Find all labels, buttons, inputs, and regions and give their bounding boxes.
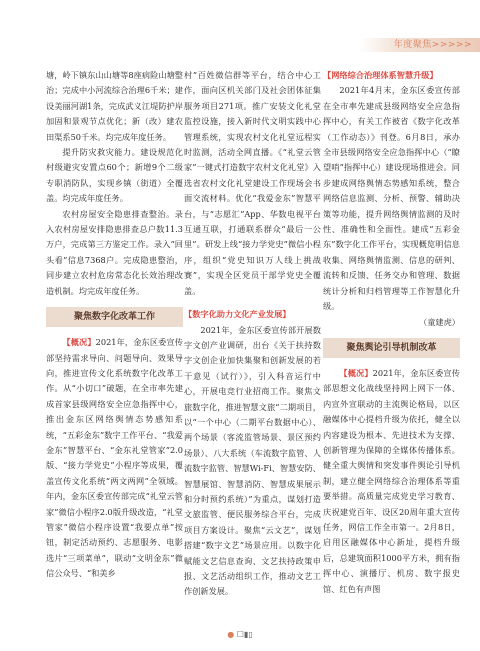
paragraph: 塘，岭下镇东山山塘等8座病险山塘整治；完成中小河流综合治理6千米；建设美丽河湖1条，完成武义江堤防护岸加固和景观节点优化；新（改）建农田渠系50千米。均完成年度任务。 xyxy=(46,70,183,142)
subheading: 【数字化助力文化产业发展】 xyxy=(184,309,291,320)
paragraph: 农村房屋安全隐患排查整治。录入农村房屋安排隐患排查总户数11.3万户，完成第三方鉴定工作。录入“回头看”信息7368户。完成隐患整治，同步建立农村危房常态化长效治理改造机制。均完成年度任务。 xyxy=(46,208,183,296)
column-3 xyxy=(323,68,460,597)
paragraph: 2021年4月末，金东区委宣传部在全市率先建成县级网络安全应急指挥中心，有关工作被省《数字化改革（工作动态）》刊登。6月8日，承办全市县级网络安全应急指挥中心（“瞭望哨”指挥中心）建设现场推进会。同步建成网络舆情态势感知系统，整合网络信息监测、分析、预警、辅助决策等功能，提升网络舆情监测的及时性、准确性和全面性。建成“五彩金东”数字化工作平台，实现概览明信息收集、网络舆情监测、信息的研判、流转和反馈、任务交办和管理、数据统计分析和归档管理等工作智慧化升级。 xyxy=(323,85,460,312)
bullet-icon: ● xyxy=(227,630,235,639)
author-credit: （童建虎） xyxy=(419,316,460,327)
topic-tag: 【概况】 xyxy=(339,367,373,378)
paragraph-text: 2021年，金东区委宣传部思想文化战线坚持网上网下一体、内宣外宣联动的主流舆论格局，以区融媒体中心提档升级为依托，健全以内容建设为根本、先进技术为支撑、创新管理为保障的全媒体传播体系。健全重大舆情和突发事件舆论引导机制，建立健全网络综合治理体系等重要举措。高质量完成党史学习教育、庆祝建党百年、设区20周年重大宣传任务，网信工作全市第一。2月8日，启用区融媒体中心新址，提档升级后，总建筑面积1000平方米，拥有指挥中心、演播厅、机房、数字报史馆、红色有声图 xyxy=(323,367,460,594)
page-footer xyxy=(0,630,480,639)
column-2 xyxy=(184,68,321,600)
topic-tag: 【概况】 xyxy=(62,337,96,348)
paragraph-text: 2021年，金东区委宣传部坚持需求导向、问题导向、效果导向，推进宣传文化系统数字化改革工作。从“小切口”破题，在全市率先建成首家县级网络安全应急指挥中心，推出金东区网络舆情态势感知系统，“五彩金东”数字工作平台、“我爱金东”智慧平台、“金东礼堂管家”2.0版、“接力学党史”小程序等成果，覆盖宣传文化系统“两文两网”全领域。年内，金东区委宣传部完成“礼堂云管家”微信小程序2.0版升级改造，“礼堂管家”微信小程序设置“我要点单”按钮，制定活动预约、志愿服务、电影选片“三项菜单”，联动“文明金东”微信公众号、“和美乡 xyxy=(46,337,183,579)
paragraph xyxy=(46,335,183,582)
paragraph xyxy=(323,366,460,597)
paragraph: 村”百姓微信群等平台，结合中心工作，面向区机关部门及社会团体征集服务项目271项。推广安装文化礼堂监控设施，接入新时代文明实践中心管理系统，实现农村文化礼堂远程实时监测，活动全网直播。《“礼堂云管家”一键式打造数字农村文化礼堂》入选省农村文化礼堂建设工作现场会书面交流材料。优化“我爱金东”智慧平台，与“志愿汇”App、华数电视平台互通互联，打通联系群众“最后一公里”。研发上线“接力学党史”微信小程序，组织“党史知识万人线上挑战赛”，实现全区党员干部学党史全覆盖。 xyxy=(184,70,321,296)
paragraph: 提升防灾救灾能力。建设规范化村级避灾安置点60个；新增9个二级专职消防队，实现乡镇（街道）全覆盖。均完成年度任务。 xyxy=(46,147,183,204)
column-1 xyxy=(46,68,183,582)
section-header xyxy=(360,38,480,52)
section-banner: 聚焦数字化改革工作 xyxy=(46,307,183,327)
subheading: 【网络综合治理体系智慧升级】 xyxy=(323,70,438,80)
page-number: ☐▮▯ xyxy=(236,630,253,639)
section-banner: 聚焦舆论引导机制改革 xyxy=(323,338,460,358)
section-header-label: 年度聚焦>>>>> xyxy=(393,40,472,50)
paragraph: 2021年，金东区委宣传部开展数字文创产业调研，出台《关于扶持数字文创企业加快集聚和创新发展的若干意见（试行）》，引入科音运行中心，开展电竞行业招商工作。聚焦文旅数字化，推进智慧文旅“二期项目，以“一个中心（二期平台数据中心）、两个场景（客流监管场景、景区预约场景）、八大系统（车流数字监管、人流数字监管、智慧Wi-Fi、智慧安防、智慧展馆、智慧消防、智慧成果展示和分时预约系统）”为重点，谋划打造文旅监管、便民服务综合平台，完成项目方案设计。聚焦“云文艺”，谋划搭建“数字文艺”场景应用。以数字化赋能文艺信息查询、文艺扶持政策申报、文艺活动组织工作，推动文艺工作创新发展。 xyxy=(184,324,321,597)
